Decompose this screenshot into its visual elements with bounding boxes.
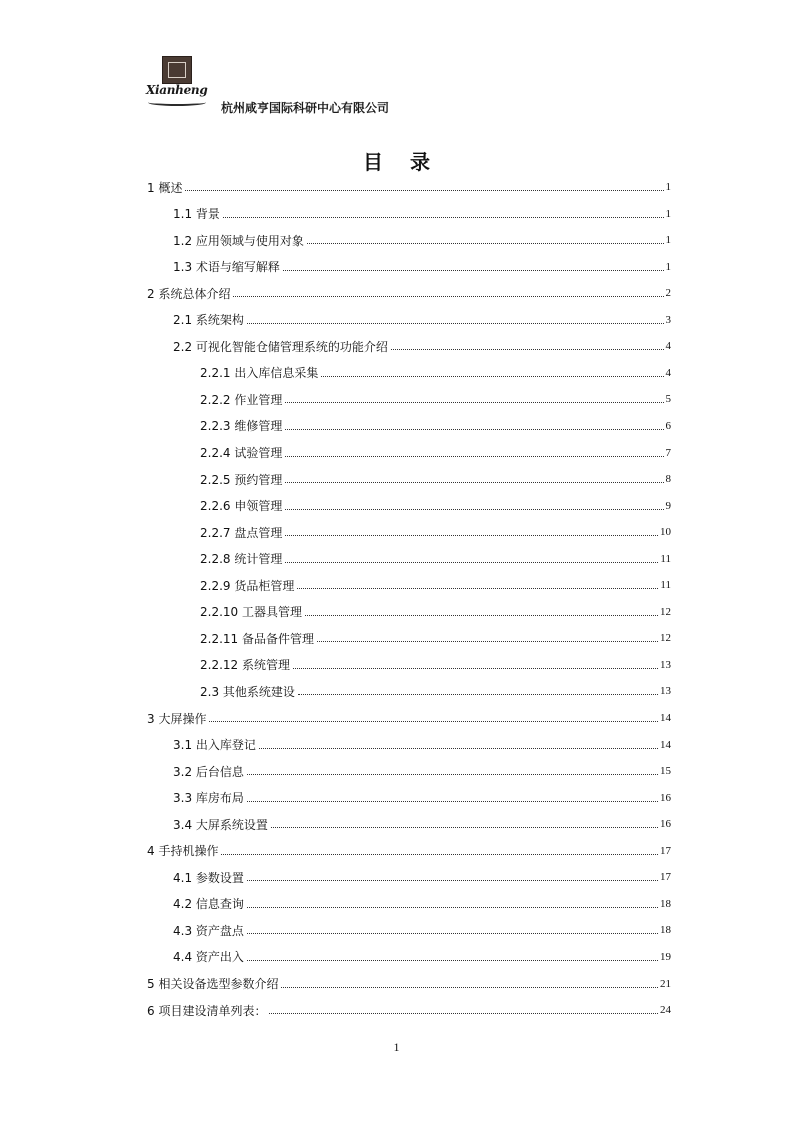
toc-dot-leader xyxy=(285,473,663,483)
toc-entry-page: 6 xyxy=(665,419,671,432)
toc-dot-leader xyxy=(297,579,658,589)
toc-entry-page: 18 xyxy=(660,924,671,937)
toc-entry[interactable] xyxy=(147,280,671,306)
toc-entry-page: 2 xyxy=(665,287,671,300)
toc-entry[interactable] xyxy=(200,599,671,625)
page-title: 目 录 xyxy=(363,150,440,174)
toc-entry-label: 1 概述 xyxy=(147,180,183,195)
toc-entry-page: 15 xyxy=(660,765,671,778)
toc-dot-leader xyxy=(317,632,658,642)
toc-entry-label: 1.3 术语与缩写解释 xyxy=(173,260,280,275)
toc-entry[interactable] xyxy=(173,732,671,758)
toc-entry[interactable] xyxy=(200,546,671,572)
toc-dot-leader xyxy=(285,526,658,536)
toc-entry[interactable] xyxy=(200,652,671,678)
logo-wave xyxy=(148,99,206,106)
toc-entry-page: 16 xyxy=(660,791,671,804)
toc-entry-label: 2.2.2 作业管理 xyxy=(200,392,283,407)
toc-entry-page: 11 xyxy=(660,579,671,592)
toc-entry-page: 5 xyxy=(665,393,671,406)
toc-entry[interactable] xyxy=(173,864,671,890)
company-name: 杭州咸亨国际科研中心有限公司 xyxy=(221,101,390,115)
toc-entry-label: 2.3 其他系统建设 xyxy=(200,684,295,699)
toc-entry[interactable] xyxy=(200,466,671,492)
toc-dot-leader xyxy=(185,181,663,191)
toc-entry-label: 2.2.3 维修管理 xyxy=(200,419,283,434)
toc-entry[interactable] xyxy=(200,519,671,545)
toc-entry[interactable] xyxy=(200,360,671,386)
toc-entry[interactable] xyxy=(173,891,671,917)
toc-entry[interactable] xyxy=(147,174,671,200)
toc-entry-label: 2.2.10 工器具管理 xyxy=(200,605,302,620)
toc-dot-leader xyxy=(233,287,663,297)
toc-entry-label: 4.2 信息查询 xyxy=(173,897,244,912)
toc-entry-page: 16 xyxy=(660,818,671,831)
toc-entry[interactable] xyxy=(147,971,671,997)
toc-dot-leader xyxy=(293,659,658,669)
toc-dot-leader xyxy=(391,340,664,350)
toc-entry-label: 3.3 库房布局 xyxy=(173,791,244,806)
toc-entry-label: 3.2 后台信息 xyxy=(173,764,244,779)
toc-dot-leader xyxy=(281,978,658,988)
toc-entry-page: 4 xyxy=(665,340,671,353)
toc-entry-label: 4 手持机操作 xyxy=(147,844,219,859)
toc-entry-label: 4.3 资产盘点 xyxy=(173,923,244,938)
toc-entry[interactable] xyxy=(173,201,671,227)
toc-entry[interactable] xyxy=(147,838,671,864)
toc-entry-page: 11 xyxy=(660,552,671,565)
toc-entry-label: 2.2.5 预约管理 xyxy=(200,472,283,487)
toc-entry-label: 2.2.8 统计管理 xyxy=(200,552,283,567)
toc-dot-leader xyxy=(247,951,658,961)
toc-entry[interactable] xyxy=(147,705,671,731)
toc-entry-label: 2.2.11 备品备件管理 xyxy=(200,631,314,646)
toc-entry[interactable] xyxy=(173,758,671,784)
toc-entry-page: 12 xyxy=(660,632,671,645)
toc-dot-leader xyxy=(283,261,664,271)
toc-entry-page: 19 xyxy=(660,950,671,963)
toc-entry[interactable] xyxy=(173,811,671,837)
toc-dot-leader xyxy=(247,765,658,775)
toc-entry-label: 2.2.4 试验管理 xyxy=(200,446,283,460)
toc-dot-leader xyxy=(247,898,658,908)
toc-entry[interactable] xyxy=(173,944,671,970)
toc-entry-page: 17 xyxy=(660,844,671,857)
toc-entry[interactable] xyxy=(200,625,671,651)
toc-entry[interactable] xyxy=(200,493,671,519)
toc-dot-leader xyxy=(247,924,658,934)
toc-entry-page: 3 xyxy=(665,313,671,326)
toc-entry[interactable] xyxy=(173,785,671,811)
toc-entry-label: 2.1 系统架构 xyxy=(173,313,244,328)
toc-entry-page: 18 xyxy=(660,897,671,910)
toc-entry-label: 2.2.6 申领管理 xyxy=(200,499,283,514)
toc-entry-label: 2 系统总体介绍 xyxy=(147,286,231,301)
toc-entry-label: 1.2 应用领域与使用对象 xyxy=(173,233,304,248)
toc-entry[interactable] xyxy=(200,413,671,439)
toc-entry[interactable] xyxy=(173,307,671,333)
toc-entry[interactable] xyxy=(200,678,671,704)
toc-entry-page: 14 xyxy=(660,712,671,724)
toc-entry[interactable] xyxy=(173,917,671,943)
toc-entry[interactable] xyxy=(173,333,671,359)
toc-entry-label: 4.4 资产出入 xyxy=(173,950,244,965)
toc-dot-leader xyxy=(285,553,658,563)
toc-entry-page: 8 xyxy=(665,473,671,486)
toc-entry[interactable] xyxy=(200,572,671,598)
toc-dot-leader xyxy=(247,314,664,324)
toc-dot-leader xyxy=(259,739,658,749)
toc-entry-page: 13 xyxy=(660,658,671,671)
toc-dot-leader xyxy=(285,420,663,430)
toc-dot-leader xyxy=(247,792,658,802)
toc-entry-page: 4 xyxy=(665,366,671,379)
toc-entry-page: 7 xyxy=(665,446,671,459)
toc-entry-label: 3.4 大屏系统设置 xyxy=(173,817,268,832)
logo-emblem xyxy=(162,56,192,84)
toc-dot-leader xyxy=(307,234,664,244)
toc-dot-leader xyxy=(285,393,663,403)
toc-entry-label: 6 项目建设清单列表： xyxy=(147,1003,267,1018)
toc-dot-leader xyxy=(285,500,663,510)
toc-entry-page: 1 xyxy=(665,234,671,247)
toc-entry-page: 1 xyxy=(665,181,671,193)
toc-entry-label: 3 大屏操作 xyxy=(147,711,207,726)
toc-entry-page: 1 xyxy=(665,260,671,273)
company-logo xyxy=(146,56,208,106)
toc-entry-page: 9 xyxy=(665,499,671,512)
toc-entry-label: 2.2.12 系统管理 xyxy=(200,658,290,673)
toc-dot-leader xyxy=(221,845,658,855)
toc-dot-leader xyxy=(285,447,663,457)
logo-wordmark: Xianheng xyxy=(146,83,208,97)
toc-entry[interactable] xyxy=(173,227,671,253)
toc-entry[interactable] xyxy=(173,254,671,280)
toc-entry-page: 13 xyxy=(660,685,671,698)
toc-entry-label: 3.1 出入库登记 xyxy=(173,738,256,753)
toc-dot-leader xyxy=(321,367,663,377)
toc-dot-leader xyxy=(223,208,664,218)
toc-entry-label: 2.2.1 出入库信息采集 xyxy=(200,366,319,381)
toc-entry-label: 5 相关设备选型参数介绍 xyxy=(147,977,279,991)
page-number: 1 xyxy=(393,1040,400,1054)
toc-entry[interactable] xyxy=(147,997,671,1023)
toc-entry-label: 2.2.7 盘点管理 xyxy=(200,525,283,540)
toc-entry-label: 2.2.9 货品柜管理 xyxy=(200,578,295,593)
toc-dot-leader xyxy=(209,712,658,722)
toc-entry[interactable] xyxy=(200,386,671,412)
toc-entry-page: 21 xyxy=(660,977,671,990)
toc-entry-label: 1.1 背景 xyxy=(173,207,220,222)
toc-dot-leader xyxy=(269,1004,658,1014)
toc-dot-leader xyxy=(271,818,658,828)
toc-entry-label: 4.1 参数设置 xyxy=(173,870,244,885)
toc-entry-page: 17 xyxy=(660,871,671,884)
toc-entry-page: 14 xyxy=(660,738,671,751)
toc-entry-label: 2.2 可视化智能仓储管理系统的功能介绍 xyxy=(173,339,388,354)
toc-entry[interactable] xyxy=(200,440,671,466)
toc-entry-page: 12 xyxy=(660,605,671,618)
toc-entry-page: 1 xyxy=(665,207,671,220)
toc-dot-leader xyxy=(305,606,658,616)
toc-entry-page: 10 xyxy=(660,526,671,539)
toc-dot-leader xyxy=(298,685,658,695)
toc-dot-leader xyxy=(247,871,658,881)
toc-entry-page: 24 xyxy=(660,1004,671,1017)
